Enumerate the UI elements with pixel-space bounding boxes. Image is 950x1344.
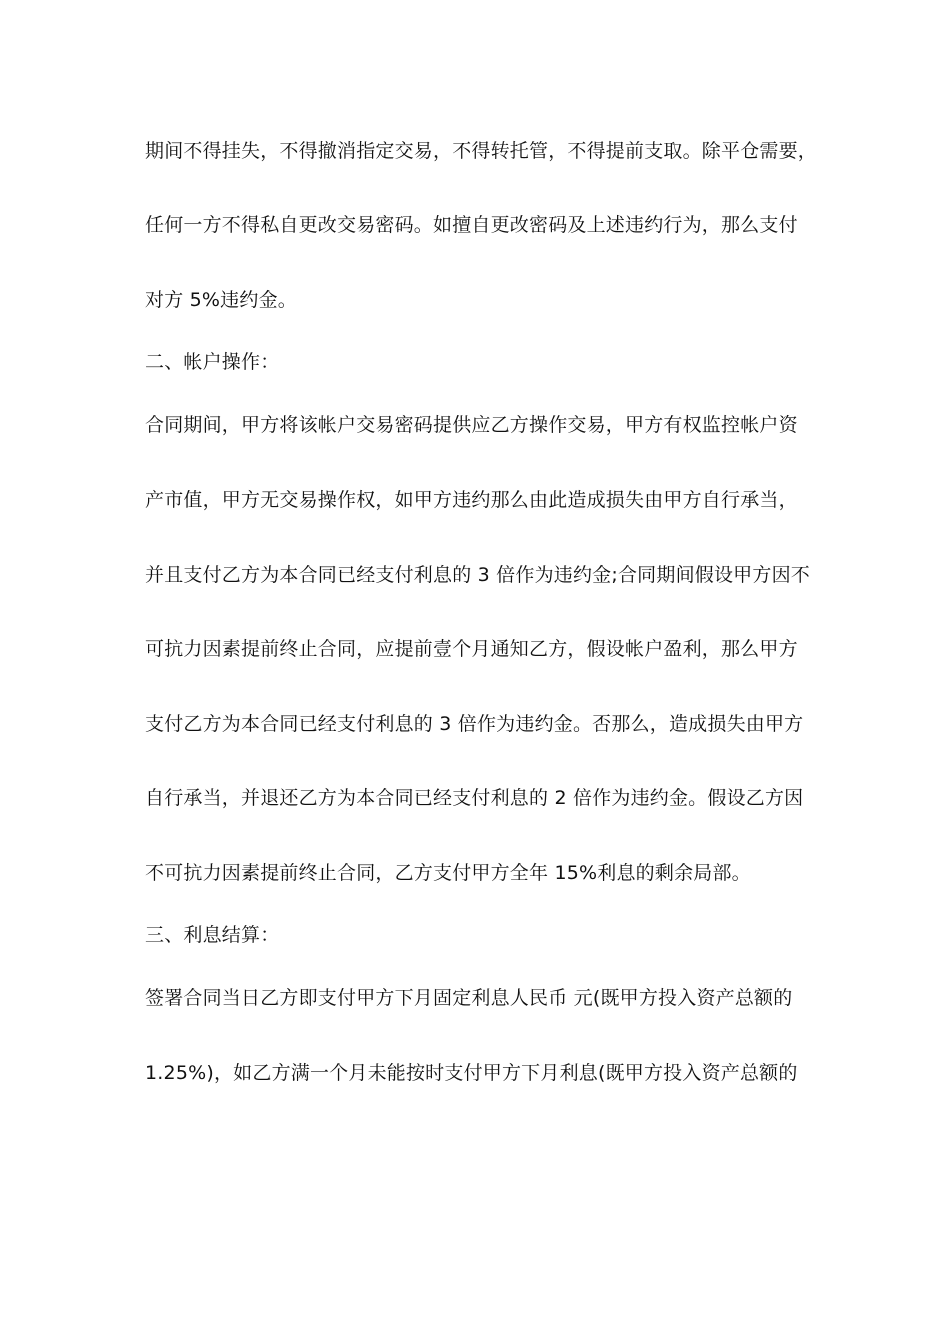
section-heading: 二、帐户操作： — [145, 351, 280, 373]
paragraph-line: 合同期间，甲方将该帐户交易密码提供应乙方操作交易，甲方有权监控帐户资 — [145, 414, 798, 436]
paragraph-line: 对方 5%违约金。 — [145, 289, 297, 311]
paragraph-line: 可抗力因素提前终止合同，应提前壹个月通知乙方，假设帐户盈利，那么甲方 — [145, 638, 798, 660]
section-heading: 三、利息结算： — [145, 924, 280, 946]
paragraph-line: 支付乙方为本合同已经支付利息的 3 倍作为违约金。否那么，造成损失由甲方 — [145, 713, 804, 735]
paragraph-line: 期间不得挂失，不得撤消指定交易，不得转托管，不得提前支取。除平仓需要， — [145, 140, 818, 162]
paragraph-line: 1.25%)，如乙方满一个月未能按时支付甲方下月利息(既甲方投入资产总额的 — [145, 1062, 798, 1084]
paragraph-line: 任何一方不得私自更改交易密码。如擅自更改密码及上述违约行为，那么支付 — [145, 214, 798, 236]
paragraph-line: 不可抗力因素提前终止合同，乙方支付甲方全年 15%利息的剩余局部。 — [145, 862, 751, 884]
paragraph-line: 自行承当，并退还乙方为本合同已经支付利息的 2 倍作为违约金。假设乙方因 — [145, 787, 804, 809]
paragraph-line: 产市值，甲方无交易操作权，如甲方违约那么由此造成损失由甲方自行承当， — [145, 489, 798, 511]
paragraph-line: 签署合同当日乙方即支付甲方下月固定利息人民币 元(既甲方投入资产总额的 — [145, 987, 793, 1009]
paragraph-line: 并且支付乙方为本合同已经支付利息的 3 倍作为违约金;合同期间假设甲方因不 — [145, 564, 810, 586]
